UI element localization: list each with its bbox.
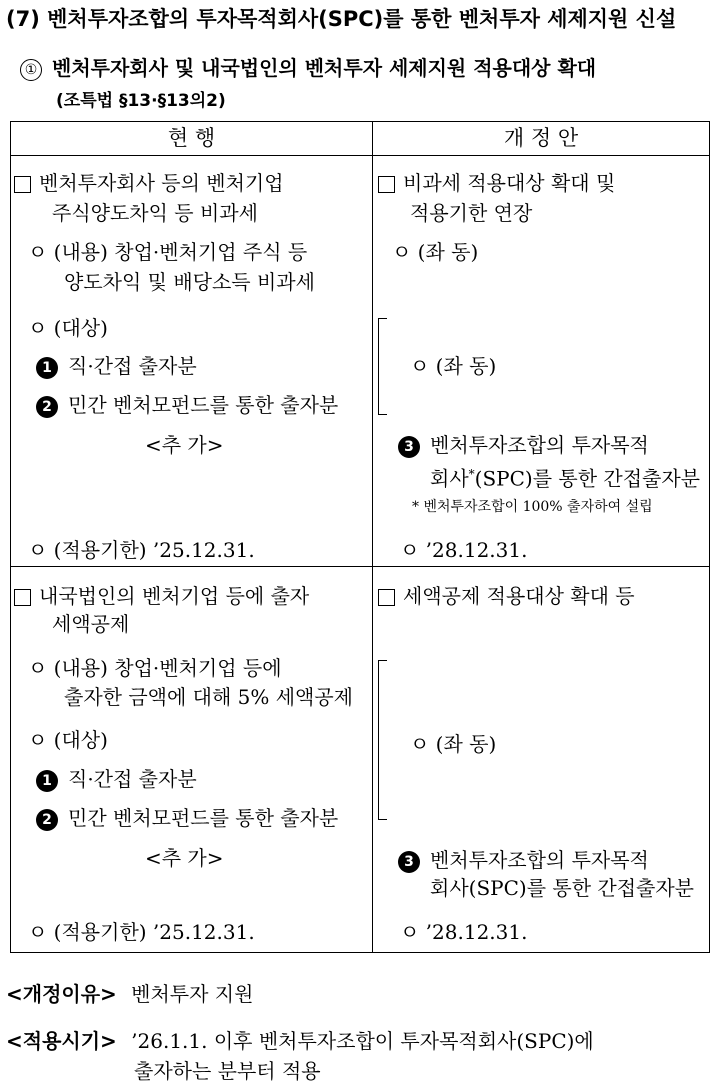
row1-left-item2	[36, 390, 338, 420]
filled-number-3-icon: 3	[398, 436, 420, 458]
row1-right-note: * 벤처투자조합이 100% 출자하여 설립	[412, 499, 653, 515]
apply-label: <적용시기>	[6, 1029, 117, 1053]
reason-label: <개정이유>	[6, 982, 117, 1006]
row1-right-item3-text1: 벤처투자조합의 투자목적	[430, 433, 649, 457]
left-bracket-icon	[378, 318, 387, 415]
row2-left-item1	[36, 764, 197, 794]
row1-left-item1-text: 직·간접 출자분	[68, 354, 197, 378]
row1-left-content-line2: 양도차익 및 배당소득 비과세	[64, 270, 315, 294]
row1-right-deadline: ㅇ ’28.12.31.	[400, 538, 528, 562]
row2-left-item2-text: 민간 벤처모펀드를 통한 출자분	[68, 806, 339, 830]
row1-right-item3-line2	[430, 459, 700, 494]
checkbox-square-icon	[14, 589, 31, 606]
row1-right-title	[378, 168, 615, 198]
apply-text-line2: 출자하는 분부터 적용	[134, 1059, 321, 1083]
checkbox-square-icon	[378, 589, 395, 606]
item-law-ref: (조특법 §13·§13의2)	[56, 91, 226, 111]
row2-left-deadline: ㅇ (적용기한) ’25.12.31.	[28, 920, 255, 944]
row1-right-item3-line1	[398, 430, 649, 460]
row1-right-title-line1: 비과세 적용대상 확대 및	[403, 171, 616, 195]
filled-number-1-icon: 1	[36, 770, 58, 792]
row2-left-title	[14, 581, 309, 611]
row1-left-title-line2: 주식양도차익 등 비과세	[52, 201, 258, 225]
row1-left-title-line1: 벤처투자회사 등의 벤처기업	[39, 171, 284, 195]
item-title-row	[20, 52, 596, 81]
row2-left-title-line2: 세액공제	[52, 612, 130, 636]
row1-left-target: ㅇ (대상)	[28, 316, 108, 340]
row2-right-item3-line2: 회사(SPC)를 통한 간접출자분	[430, 876, 694, 900]
row1-right-item3-post: (SPC)를 통한 간접출자분	[474, 466, 700, 491]
filled-number-2-icon: 2	[36, 809, 58, 831]
checkbox-square-icon	[378, 176, 395, 193]
row1-right-title-line2: 적용기한 연장	[410, 201, 533, 225]
reason-text: 벤처투자 지원	[131, 982, 254, 1006]
row2-left-content-line1: ㅇ (내용) 창업·벤처기업 등에	[28, 656, 282, 680]
left-bracket-icon	[378, 660, 387, 820]
row1-left-item1	[36, 351, 197, 381]
item-number: ①	[20, 59, 42, 81]
row1-left-title	[14, 168, 284, 198]
footnote-marker: *	[468, 467, 475, 481]
row1-left-add: <추 가>	[145, 433, 224, 457]
row2-right-item3-line1	[398, 845, 649, 875]
row2-left-title-line1: 내국법인의 벤처기업 등에 출자	[39, 584, 310, 608]
row2-right-item3-text1: 벤처투자조합의 투자목적	[430, 848, 649, 872]
row2-right-deadline: ㅇ ’28.12.31.	[400, 920, 528, 944]
header-current: 현 행	[11, 122, 373, 156]
row2-left-add: <추 가>	[145, 846, 224, 870]
reason-row	[6, 978, 253, 1007]
row1-left-content-line1: ㅇ (내용) 창업·벤처기업 주식 등	[28, 240, 308, 264]
row2-left-item1-text: 직·간접 출자분	[68, 767, 197, 791]
row1-right-item3-pre: 회사	[430, 466, 469, 491]
row1-left-item2-text: 민간 벤처모펀드를 통한 출자분	[68, 393, 339, 417]
row2-left-target: ㅇ (대상)	[28, 728, 108, 752]
filled-number-2-icon: 2	[36, 396, 58, 418]
section-title: (7) 벤처투자조합의 투자목적회사(SPC)를 통한 벤처투자 세제지원 신설	[6, 7, 677, 31]
item-title: 벤처투자회사 및 내국법인의 벤처투자 세제지원 적용대상 확대	[52, 56, 597, 80]
row1-left-deadline: ㅇ (적용기한) ’25.12.31.	[28, 538, 255, 562]
row2-right-target: ㅇ (좌 동)	[410, 732, 497, 756]
row2-right-title-line1: 세액공제 적용대상 확대 등	[403, 584, 635, 608]
filled-number-3-icon: 3	[398, 851, 420, 873]
table-header-row	[11, 122, 710, 156]
row2-right-title	[378, 581, 635, 611]
apply-text-line1: ’26.1.1. 이후 벤처투자조합이 투자목적회사(SPC)에	[131, 1029, 594, 1053]
row2-left-content-line2: 출자한 금액에 대해 5% 세액공제	[64, 685, 353, 709]
row2-left-item2	[36, 803, 338, 833]
row1-right-content: ㅇ (좌 동)	[392, 240, 479, 264]
checkbox-square-icon	[14, 176, 31, 193]
header-revised: 개 정 안	[373, 122, 710, 156]
filled-number-1-icon: 1	[36, 357, 58, 379]
apply-row	[6, 1025, 594, 1054]
row1-right-target: ㅇ (좌 동)	[410, 354, 497, 378]
